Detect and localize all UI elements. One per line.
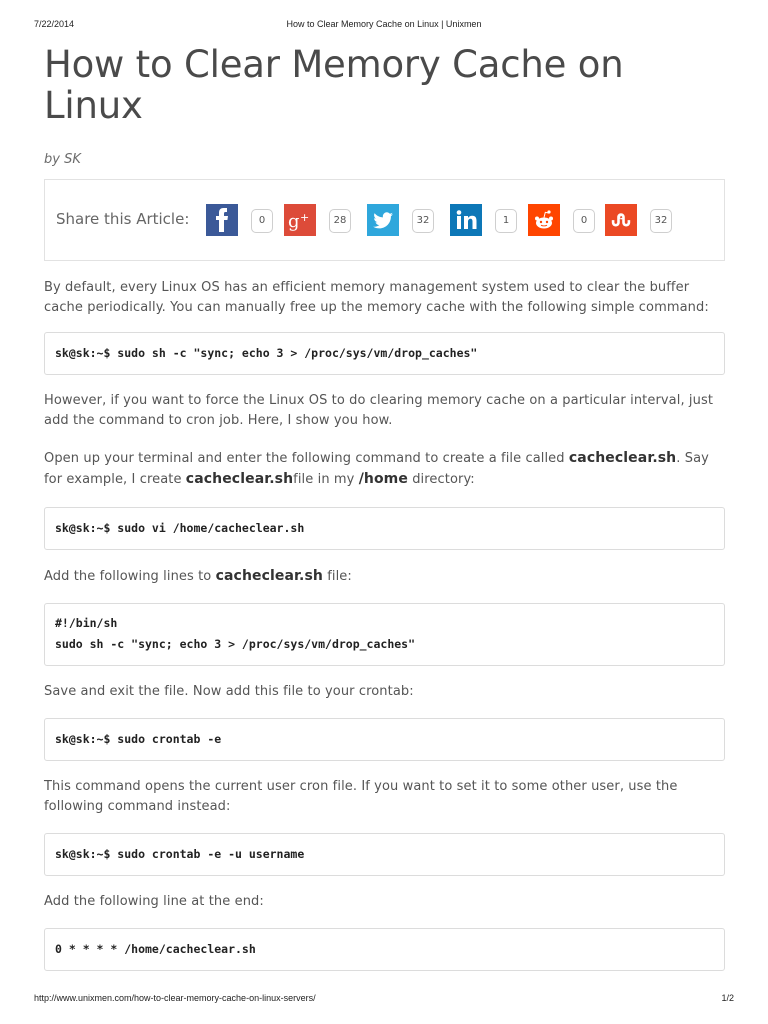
share-count-google-plus: 28 <box>329 209 351 233</box>
code-block-vi <box>44 507 725 550</box>
code-block-crontab-user <box>44 833 725 876</box>
text-segment: file in my <box>293 472 359 487</box>
print-date: 7/22/2014 <box>34 19 75 29</box>
google-plus-icon <box>284 204 316 236</box>
file-name-emphasis: cacheclear.sh <box>568 450 677 466</box>
facebook-icon <box>206 204 238 236</box>
svg-text:g: g <box>288 211 300 232</box>
share-count-facebook: 0 <box>251 209 273 233</box>
print-page-number: 1/2 <box>721 993 734 1003</box>
print-header <box>34 19 734 31</box>
share-reddit-button[interactable] <box>528 204 560 236</box>
article <box>44 44 725 971</box>
print-page-title: How to Clear Memory Cache on Linux | Unixmen <box>286 19 482 29</box>
share-count-linkedin: 1 <box>495 209 517 233</box>
code-line: sudo sh -c "sync; echo 3 > /proc/sys/vm/drop_caches" <box>55 637 416 651</box>
text-segment: directory: <box>407 472 475 487</box>
paragraph-other-user: This command opens the current user cron file. If you want to set it to some other user, use the following command instead: <box>44 779 678 814</box>
code-line: sk@sk:~$ sudo vi /home/cacheclear.sh <box>55 521 305 535</box>
paragraph-add-lines <box>44 566 725 587</box>
svg-text:+: + <box>300 211 310 224</box>
share-label: Share this Article: <box>56 210 190 228</box>
share-count-twitter: 32 <box>412 209 434 233</box>
twitter-icon <box>367 204 399 236</box>
file-name-emphasis: cacheclear.sh <box>185 471 294 487</box>
directory-emphasis: /home <box>358 471 408 487</box>
code-line: sk@sk:~$ sudo sh -c "sync; echo 3 > /proc/sys/vm/drop_caches" <box>55 346 478 360</box>
print-footer <box>34 993 734 1005</box>
linkedin-icon <box>450 204 482 236</box>
article-title: How to Clear Memory Cache on Linux <box>44 43 624 127</box>
text-segment: file: <box>322 569 352 584</box>
paragraph-cron-intro: However, if you want to force the Linux OS to do clearing memory cache on a particular interval, just add the command to cron job. Here, I show you how. <box>44 393 714 428</box>
byline: by SK <box>44 152 81 167</box>
reddit-icon <box>528 204 560 236</box>
code-block-drop-caches <box>44 332 725 375</box>
code-line: 0 * * * * /home/cacheclear.sh <box>55 942 256 956</box>
code-block-cron-entry <box>44 928 725 971</box>
code-block-script <box>44 603 725 666</box>
code-block-crontab <box>44 718 725 761</box>
text-segment: Add the following lines to <box>44 569 216 584</box>
code-line: #!/bin/sh <box>55 616 118 630</box>
share-stumbleupon-button[interactable] <box>605 204 637 236</box>
paragraph-create-file <box>44 448 725 490</box>
paragraph-save-exit: Save and exit the file. Now add this file to your crontab: <box>44 684 414 699</box>
share-google-plus-button[interactable] <box>284 204 316 236</box>
share-count-stumbleupon: 32 <box>650 209 672 233</box>
code-line: sk@sk:~$ sudo crontab -e -u username <box>55 847 305 861</box>
text-segment: Open up your terminal and enter the following command to create a file called <box>44 451 569 466</box>
stumbleupon-icon <box>605 204 637 236</box>
share-facebook-button[interactable] <box>206 204 238 236</box>
share-count-reddit: 0 <box>573 209 595 233</box>
share-linkedin-button[interactable] <box>450 204 482 236</box>
file-name-emphasis: cacheclear.sh <box>215 568 323 584</box>
text-segment: . Say for example, I create <box>44 451 709 487</box>
print-url: http://www.unixmen.com/how-to-clear-memory-cache-on-linux-servers/ <box>34 993 316 1003</box>
share-twitter-button[interactable] <box>367 204 399 236</box>
paragraph-add-line-end: Add the following line at the end: <box>44 894 264 909</box>
share-box <box>44 179 725 261</box>
paragraph-intro: By default, every Linux OS has an efficient memory management system used to clear the buffer cache periodically. You can manually free up the memory cache with the following simple command: <box>44 280 709 315</box>
code-line: sk@sk:~$ sudo crontab -e <box>55 732 222 746</box>
